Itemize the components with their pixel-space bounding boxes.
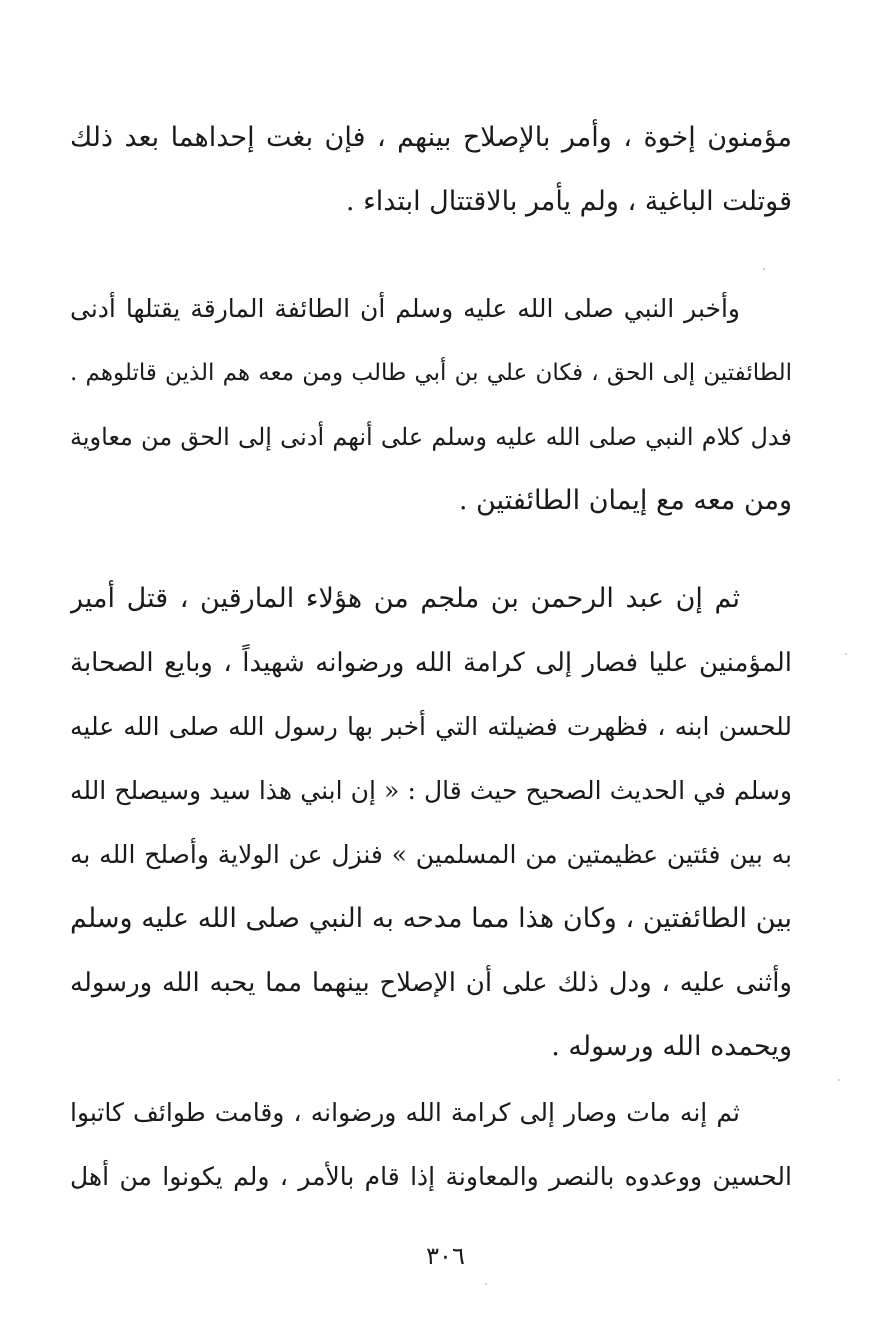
text-line: ثم إن عبد الرحمن بن ملجم من هؤلاء المارقين ، قتل أمير	[70, 583, 740, 614]
scan-speck	[763, 268, 765, 270]
paragraph-1	[70, 106, 792, 234]
text-line: وسلم في الحديث الصحيح حيث قال : « إن ابني هذا سيد وسيصلح الله	[70, 776, 792, 805]
scan-speck	[485, 1283, 487, 1285]
page-number: ٣٠٦	[426, 1242, 465, 1270]
scan-speck	[845, 653, 847, 655]
text-line: به بين فئتين عظيمتين من المسلمين » فنزل عن الولاية وأصلح الله به	[70, 840, 792, 869]
text-line: ومن معه مع إيمان الطائفتين .	[458, 485, 792, 516]
text-line: فدل كلام النبي صلى الله عليه وسلم على أنهم أدنى إلى الحق من معاوية	[70, 423, 792, 451]
text-line: ويحمده الله ورسوله .	[551, 1031, 792, 1062]
text-line: للحسن ابنه ، فظهرت فضيلته التي أخبر بها رسول الله صلى الله عليه	[70, 712, 792, 741]
text-line: الحسين ووعدوه بالنصر والمعاونة إذا قام بالأمر ، ولم يكونوا من أهل	[70, 1162, 792, 1191]
text-line: قوتلت الباغية ، ولم يأمر بالاقتتال ابتداء .	[345, 186, 792, 217]
text-line: مؤمنون إخوة ، وأمر بالإصلاح بينهم ، فإن بغت إحداهما بعد ذلك	[70, 122, 792, 153]
text-line: الطائفتين إلى الحق ، فكان علي بن أبي طالب ومن معه هم الذين قاتلوهم .	[70, 360, 792, 386]
text-line: المؤمنين عليا فصار إلى كرامة الله ورضوانه شهيداً ، وبايع الصحابة	[70, 648, 792, 678]
paragraph-4	[70, 1081, 792, 1209]
scan-speck	[838, 1079, 840, 1081]
text-line: ثم إنه مات وصار إلى كرامة الله ورضوانه ، وقامت طوائف كاتبوا	[70, 1098, 740, 1127]
text-line: بين الطائفتين ، وكان هذا مما مدحه به النبي صلى الله عليه وسلم	[70, 903, 792, 934]
paragraph-3	[70, 567, 792, 1079]
paragraph-2	[70, 277, 792, 533]
text-line: وأثنى عليه ، ودل ذلك على أن الإصلاح بينهما مما يحبه الله ورسوله	[70, 968, 792, 998]
text-line: وأخبر النبي صلى الله عليه وسلم أن الطائفة المارقة يقتلها أدنى	[70, 294, 740, 323]
